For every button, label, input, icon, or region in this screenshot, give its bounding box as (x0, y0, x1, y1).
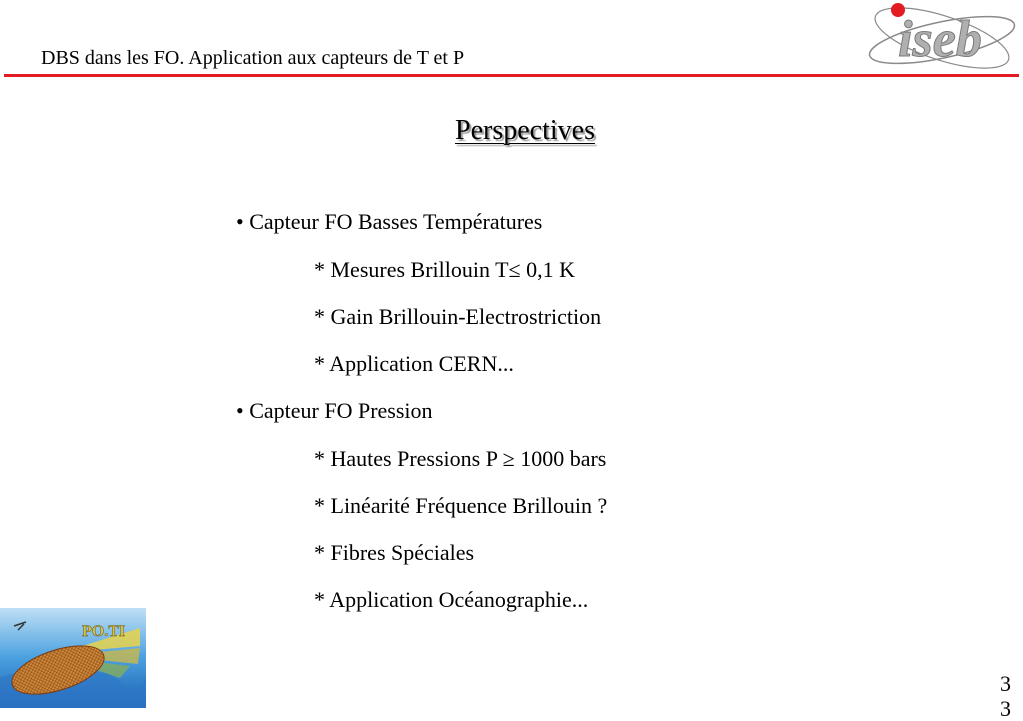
page-number-overflow: 3 (1000, 696, 1011, 721)
poti-logo-image (0, 608, 146, 708)
bullet-item: • Capteur FO Basses Températures (236, 209, 543, 234)
sub-item: * Application CERN... (314, 351, 514, 376)
logo-text: iseb (898, 11, 982, 68)
sub-item: * Application Océanographie... (314, 587, 589, 612)
page-number: 3 (1000, 671, 1011, 696)
sub-item: * Mesures Brillouin T≤ 0,1 K (314, 257, 575, 282)
bullet-item: • Capteur FO Pression (236, 398, 433, 423)
slide-title: Perspectives (455, 115, 595, 146)
sub-item: * Gain Brillouin-Electrostriction (314, 304, 602, 329)
sub-item: * Linéarité Fréquence Brillouin ? (314, 493, 608, 518)
poti-text: PO.TI (82, 623, 126, 640)
sub-item: * Fibres Spéciales (314, 540, 475, 565)
sub-item: * Hautes Pressions P ≥ 1000 bars (314, 446, 607, 471)
header-title: DBS dans les FO. Application aux capteurs de T et P (41, 47, 465, 69)
